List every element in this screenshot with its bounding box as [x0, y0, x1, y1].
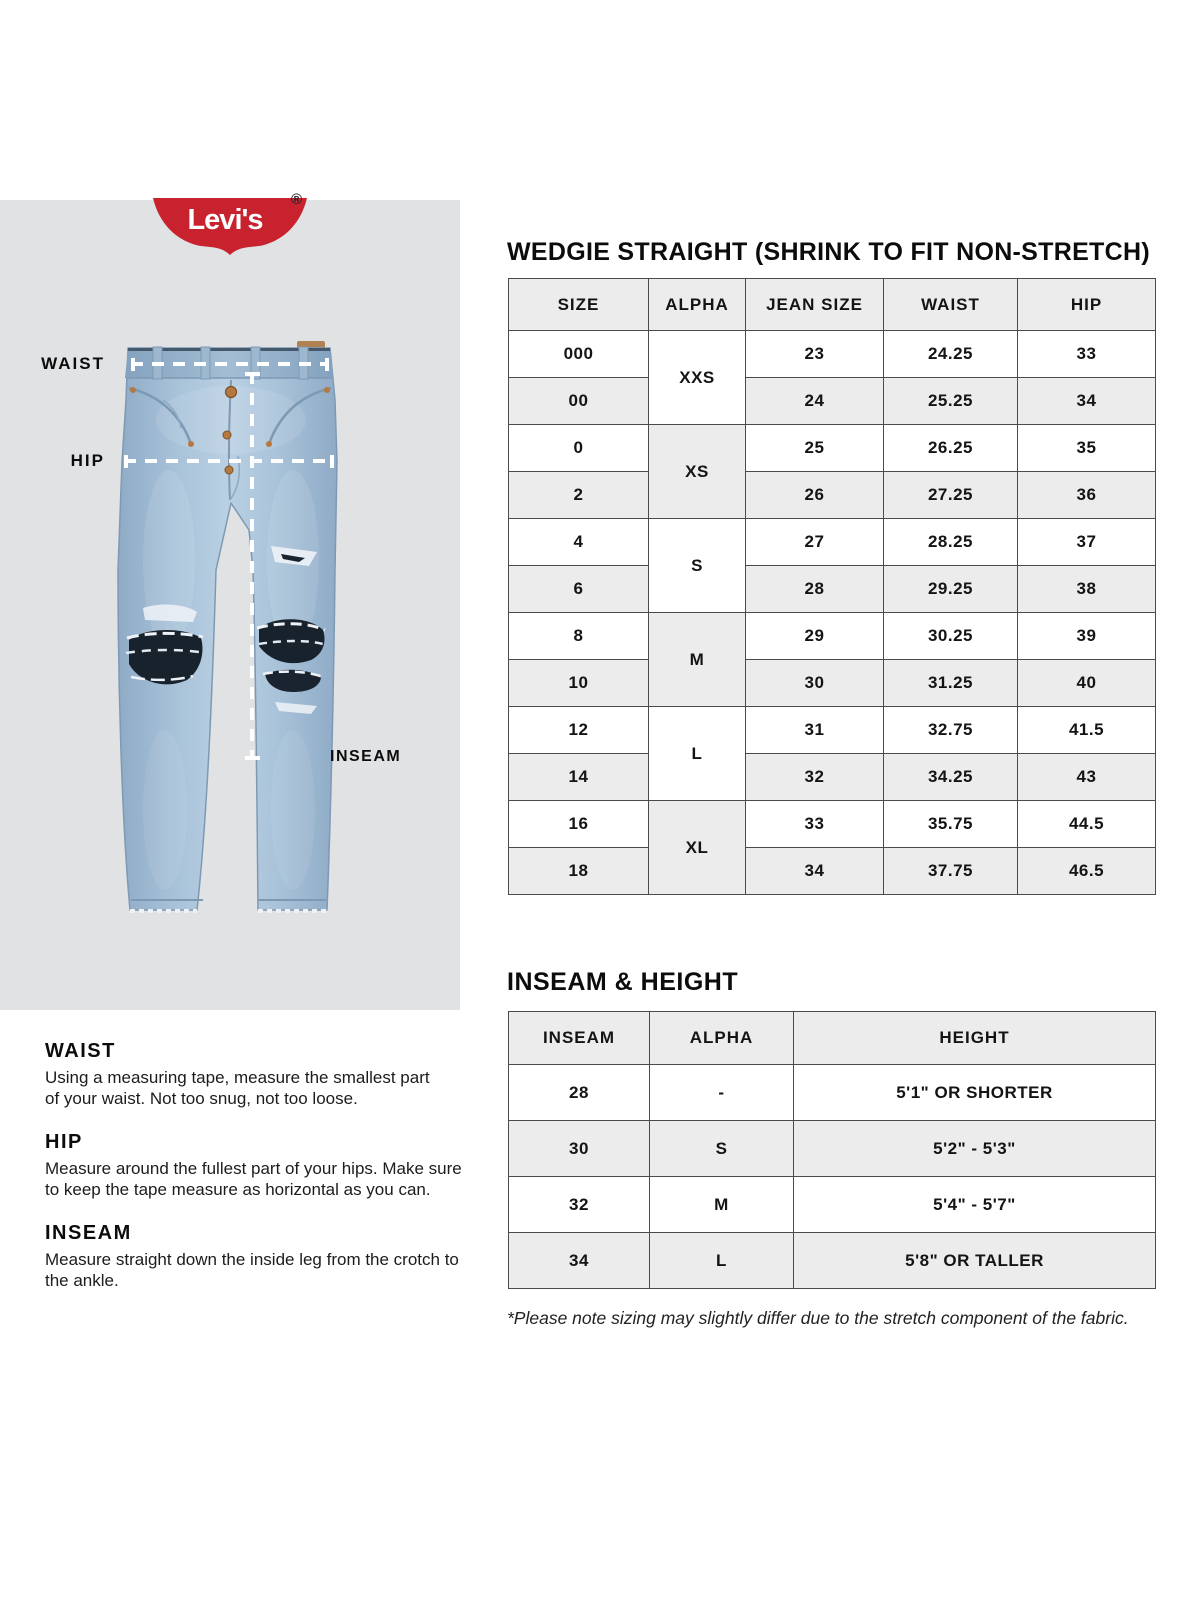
cell-size: 0	[509, 425, 649, 472]
measure-cap	[245, 372, 260, 376]
table-row	[509, 519, 1156, 566]
cell-alpha: XL	[649, 801, 746, 895]
cell-jean-size: 30	[746, 660, 884, 707]
guide-hip-title: HIP	[45, 1131, 83, 1153]
cell-alpha: XXS	[649, 331, 746, 425]
cell-hip: 40	[1018, 660, 1156, 707]
cell-inseam: 32	[509, 1177, 650, 1233]
cell-alpha: XS	[649, 425, 746, 519]
cell-waist: 30.25	[884, 613, 1018, 660]
cell-alpha: L	[649, 707, 746, 801]
registered-trademark-icon: ®	[290, 191, 302, 208]
cell-hip: 35	[1018, 425, 1156, 472]
levis-logo	[150, 191, 310, 267]
table-row	[509, 1065, 1156, 1121]
cell-size: 10	[509, 660, 649, 707]
guide-text-line: the ankle.	[45, 1271, 119, 1290]
guide-text-line: Measure around the fullest part of your hips. Make sure	[45, 1159, 462, 1178]
guide-text-line: Measure straight down the inside leg from the crotch to	[45, 1250, 459, 1269]
waist-measure-line	[131, 362, 329, 366]
table-row	[509, 660, 1156, 707]
cell-waist: 32.75	[884, 707, 1018, 754]
cell-hip: 36	[1018, 472, 1156, 519]
table-row	[509, 1233, 1156, 1289]
cell-inseam: 28	[509, 1065, 650, 1121]
cell-hip: 43	[1018, 754, 1156, 801]
guide-hip-text	[45, 1158, 500, 1200]
cell-waist: 24.25	[884, 331, 1018, 378]
col-hip: HIP	[1018, 279, 1156, 331]
measure-cap	[325, 358, 329, 371]
table-row	[509, 754, 1156, 801]
cell-jean-size: 29	[746, 613, 884, 660]
cell-size: 4	[509, 519, 649, 566]
measure-cap	[245, 756, 260, 760]
guide-waist-text	[45, 1067, 500, 1109]
table-row	[509, 425, 1156, 472]
hip-measure-line	[124, 459, 334, 463]
cell-size: 8	[509, 613, 649, 660]
table-row	[509, 613, 1156, 660]
cell-waist: 34.25	[884, 754, 1018, 801]
jeans-diagram-panel	[0, 191, 460, 1010]
cell-alpha: L	[650, 1233, 794, 1289]
guide-inseam-title: INSEAM	[45, 1222, 132, 1244]
inseam-chart-title: INSEAM & HEIGHT	[507, 968, 739, 996]
cell-waist: 29.25	[884, 566, 1018, 613]
measure-cap	[124, 455, 128, 468]
cell-waist: 37.75	[884, 848, 1018, 895]
cell-jean-size: 28	[746, 566, 884, 613]
cell-hip: 38	[1018, 566, 1156, 613]
col-height: HEIGHT	[794, 1012, 1156, 1065]
measure-cap	[131, 358, 135, 371]
size-chart-title: WEDGIE STRAIGHT (SHRINK TO FIT NON-STRETCH)	[507, 238, 1150, 266]
cell-jean-size: 23	[746, 331, 884, 378]
cell-hip: 41.5	[1018, 707, 1156, 754]
cell-jean-size: 32	[746, 754, 884, 801]
col-alpha: ALPHA	[650, 1012, 794, 1065]
cell-hip: 34	[1018, 378, 1156, 425]
col-inseam: INSEAM	[509, 1012, 650, 1065]
cell-alpha: M	[649, 613, 746, 707]
cell-size: 000	[509, 331, 649, 378]
cell-jean-size: 26	[746, 472, 884, 519]
table-row	[509, 331, 1156, 378]
waist-diagram-label: WAIST	[41, 354, 105, 373]
cell-waist: 27.25	[884, 472, 1018, 519]
table-row	[509, 848, 1156, 895]
table-row	[509, 566, 1156, 613]
cell-alpha: S	[650, 1121, 794, 1177]
col-waist: WAIST	[884, 279, 1018, 331]
cell-height: 5'8" OR TALLER	[794, 1233, 1156, 1289]
measure-cap	[330, 455, 334, 468]
cell-alpha: S	[649, 519, 746, 613]
col-alpha: ALPHA	[649, 279, 746, 331]
table-row	[509, 472, 1156, 519]
cell-jean-size: 33	[746, 801, 884, 848]
cell-waist: 25.25	[884, 378, 1018, 425]
sizing-footnote: *Please note sizing may slightly differ due to the stretch component of the fabric.	[507, 1308, 1129, 1328]
cell-waist: 31.25	[884, 660, 1018, 707]
table-row	[509, 1177, 1156, 1233]
cell-jean-size: 24	[746, 378, 884, 425]
cell-waist: 35.75	[884, 801, 1018, 848]
cell-size: 12	[509, 707, 649, 754]
table-row	[509, 801, 1156, 848]
cell-size: 18	[509, 848, 649, 895]
cell-size: 2	[509, 472, 649, 519]
table-row	[509, 378, 1156, 425]
cell-waist: 28.25	[884, 519, 1018, 566]
guide-inseam-text	[45, 1249, 500, 1291]
guide-waist-title: WAIST	[45, 1040, 116, 1062]
table-row	[509, 707, 1156, 754]
cell-size: 00	[509, 378, 649, 425]
cell-height: 5'2" - 5'3"	[794, 1121, 1156, 1177]
guide-text-line: Using a measuring tape, measure the smallest part	[45, 1068, 430, 1087]
cell-jean-size: 31	[746, 707, 884, 754]
cell-hip: 44.5	[1018, 801, 1156, 848]
inseam-measure-line	[250, 372, 254, 760]
inseam-height-table	[508, 1011, 1156, 1289]
jeans-illustration	[113, 340, 347, 962]
col-size: SIZE	[509, 279, 649, 331]
size-chart-header-row	[509, 279, 1156, 331]
cell-height: 5'4" - 5'7"	[794, 1177, 1156, 1233]
cell-jean-size: 27	[746, 519, 884, 566]
cell-size: 6	[509, 566, 649, 613]
cell-hip: 39	[1018, 613, 1156, 660]
cell-inseam: 30	[509, 1121, 650, 1177]
hip-diagram-label: HIP	[70, 451, 105, 470]
guide-text-line: to keep the tape measure as horizontal as you can.	[45, 1180, 431, 1199]
cell-size: 16	[509, 801, 649, 848]
table-row	[509, 1121, 1156, 1177]
inseam-header-row	[509, 1012, 1156, 1065]
cell-alpha: -	[650, 1065, 794, 1121]
size-chart-table	[508, 278, 1156, 895]
cell-hip: 33	[1018, 331, 1156, 378]
cell-alpha: M	[650, 1177, 794, 1233]
cell-height: 5'1" OR SHORTER	[794, 1065, 1156, 1121]
cell-jean-size: 34	[746, 848, 884, 895]
cell-jean-size: 25	[746, 425, 884, 472]
levis-wordmark: Levi's	[187, 204, 263, 236]
cell-hip: 46.5	[1018, 848, 1156, 895]
cell-size: 14	[509, 754, 649, 801]
guide-text-line: of your waist. Not too snug, not too loose.	[45, 1089, 358, 1108]
cell-waist: 26.25	[884, 425, 1018, 472]
measuring-guide	[45, 1040, 500, 1313]
col-jean-size: JEAN SIZE	[746, 279, 884, 331]
inseam-diagram-label: INSEAM	[330, 748, 402, 765]
cell-inseam: 34	[509, 1233, 650, 1289]
cell-hip: 37	[1018, 519, 1156, 566]
